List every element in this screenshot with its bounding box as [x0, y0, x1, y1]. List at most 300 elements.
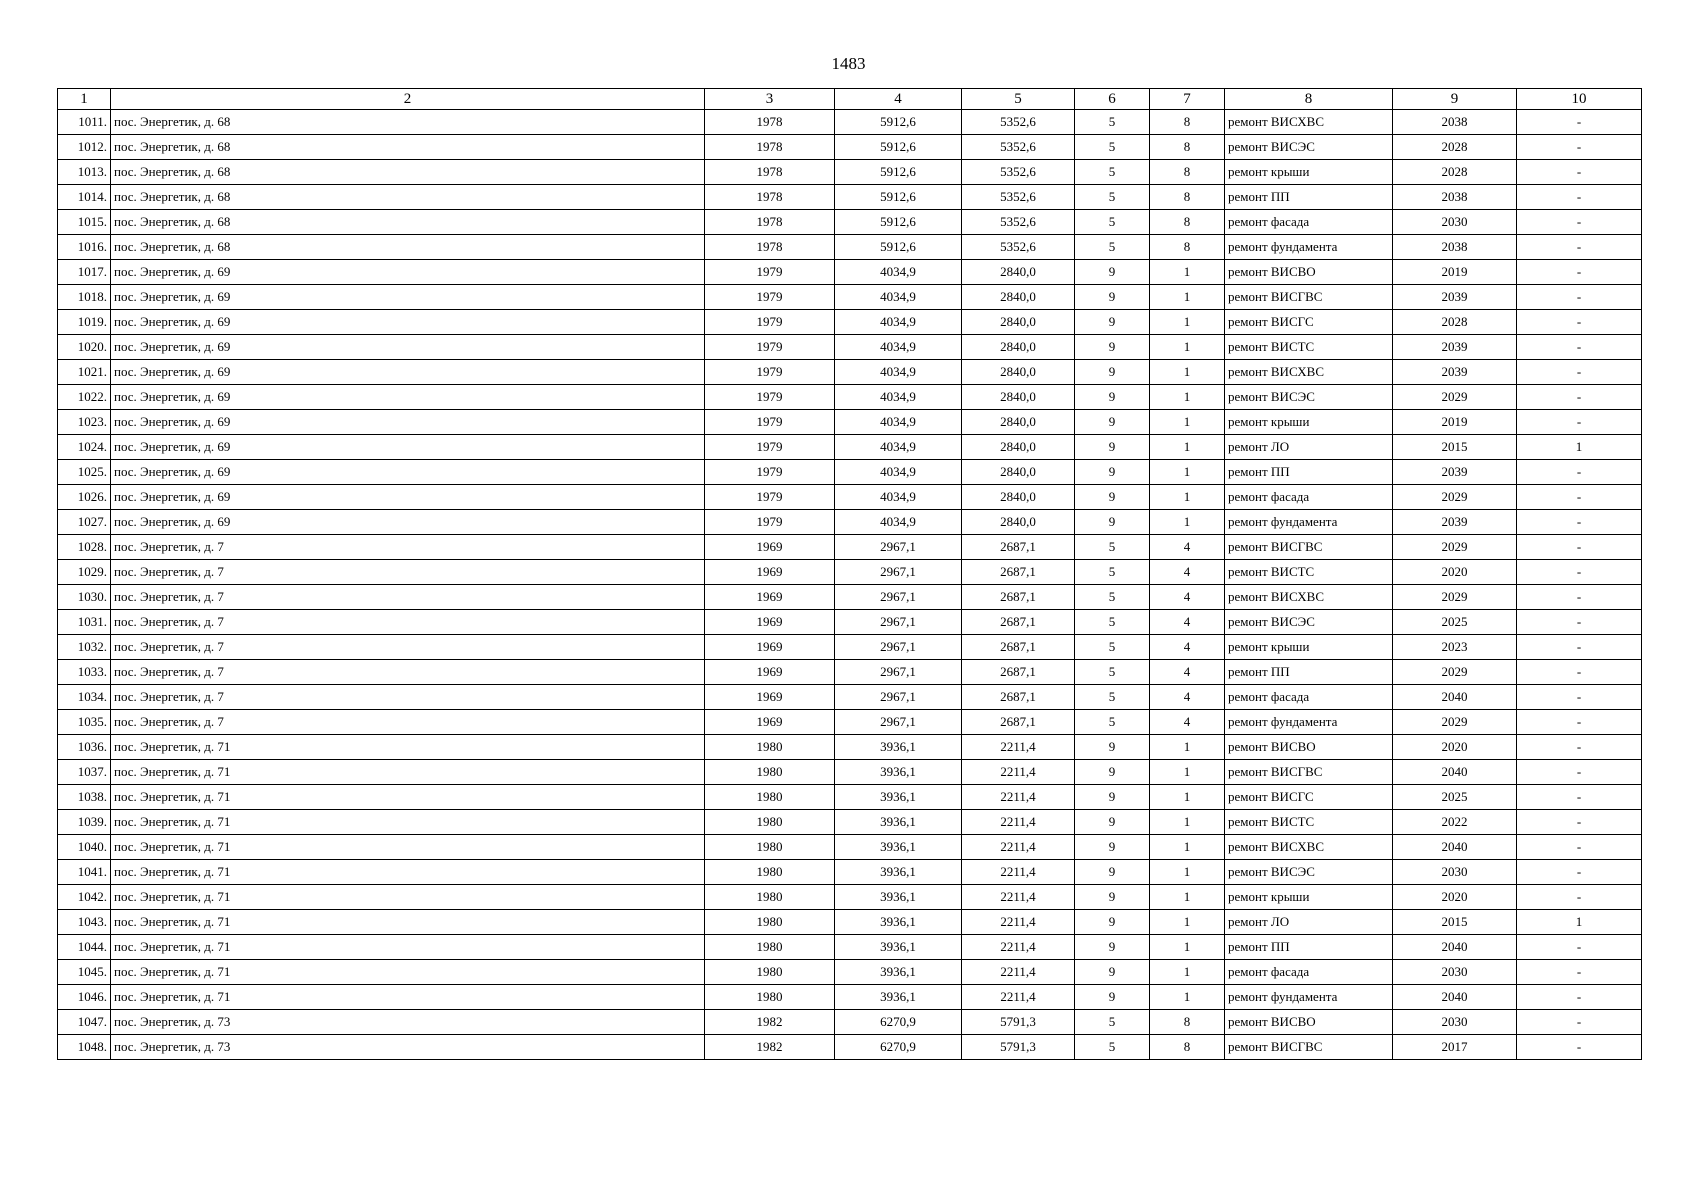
column-header-5: 5 — [962, 89, 1075, 110]
work-type-cell: ремонт ВИСГВС — [1225, 760, 1393, 785]
planned-year-cell: 2039 — [1393, 285, 1517, 310]
living-area-cell: 2840,0 — [962, 410, 1075, 435]
address-cell: пос. Энергетик, д. 7 — [111, 660, 705, 685]
table-row — [58, 760, 1642, 785]
column-10-cell: 1 — [1517, 435, 1642, 460]
work-type-cell: ремонт ПП — [1225, 935, 1393, 960]
total-area-cell: 5912,6 — [835, 210, 962, 235]
total-area-cell: 5912,6 — [835, 235, 962, 260]
total-area-cell: 3936,1 — [835, 835, 962, 860]
column-10-cell: - — [1517, 710, 1642, 735]
living-area-cell: 5352,6 — [962, 110, 1075, 135]
total-area-cell: 3936,1 — [835, 985, 962, 1010]
floors-cell: 9 — [1075, 735, 1150, 760]
planned-year-cell: 2039 — [1393, 335, 1517, 360]
table-row — [58, 710, 1642, 735]
work-type-cell: ремонт фасада — [1225, 960, 1393, 985]
floors-cell: 9 — [1075, 760, 1150, 785]
column-10-cell: - — [1517, 360, 1642, 385]
total-area-cell: 3936,1 — [835, 735, 962, 760]
living-area-cell: 2211,4 — [962, 960, 1075, 985]
entrances-cell: 1 — [1150, 310, 1225, 335]
entrances-cell: 8 — [1150, 110, 1225, 135]
floors-cell: 5 — [1075, 110, 1150, 135]
address-cell: пос. Энергетик, д. 69 — [111, 385, 705, 410]
living-area-cell: 2840,0 — [962, 360, 1075, 385]
address-cell: пос. Энергетик, д. 69 — [111, 435, 705, 460]
total-area-cell: 4034,9 — [835, 410, 962, 435]
column-header-2: 2 — [111, 89, 705, 110]
row-number-cell: 1046. — [58, 985, 111, 1010]
living-area-cell: 2840,0 — [962, 460, 1075, 485]
work-type-cell: ремонт ВИСХВС — [1225, 835, 1393, 860]
planned-year-cell: 2029 — [1393, 585, 1517, 610]
column-10-cell: - — [1517, 1035, 1642, 1060]
work-type-cell: ремонт фундамента — [1225, 510, 1393, 535]
total-area-cell: 4034,9 — [835, 485, 962, 510]
total-area-cell: 4034,9 — [835, 260, 962, 285]
living-area-cell: 2840,0 — [962, 260, 1075, 285]
row-number-cell: 1020. — [58, 335, 111, 360]
living-area-cell: 5352,6 — [962, 235, 1075, 260]
address-cell: пос. Энергетик, д. 69 — [111, 510, 705, 535]
column-10-cell: - — [1517, 485, 1642, 510]
floors-cell: 9 — [1075, 935, 1150, 960]
year-built-cell: 1978 — [705, 210, 835, 235]
year-built-cell: 1980 — [705, 960, 835, 985]
column-10-cell: - — [1517, 110, 1642, 135]
planned-year-cell: 2039 — [1393, 360, 1517, 385]
row-number-cell: 1018. — [58, 285, 111, 310]
table-header — [58, 89, 1642, 110]
year-built-cell: 1980 — [705, 860, 835, 885]
row-number-cell: 1045. — [58, 960, 111, 985]
address-cell: пос. Энергетик, д. 69 — [111, 485, 705, 510]
address-cell: пос. Энергетик, д. 71 — [111, 860, 705, 885]
column-header-6: 6 — [1075, 89, 1150, 110]
year-built-cell: 1980 — [705, 835, 835, 860]
entrances-cell: 8 — [1150, 1010, 1225, 1035]
work-type-cell: ремонт ВИСХВС — [1225, 585, 1393, 610]
address-cell: пос. Энергетик, д. 69 — [111, 360, 705, 385]
entrances-cell: 1 — [1150, 835, 1225, 860]
floors-cell: 9 — [1075, 835, 1150, 860]
entrances-cell: 8 — [1150, 235, 1225, 260]
floors-cell: 9 — [1075, 385, 1150, 410]
year-built-cell: 1979 — [705, 335, 835, 360]
row-number-cell: 1030. — [58, 585, 111, 610]
work-type-cell: ремонт ВИСГВС — [1225, 1035, 1393, 1060]
work-type-cell: ремонт фундамента — [1225, 710, 1393, 735]
table-row — [58, 1010, 1642, 1035]
row-number-cell: 1035. — [58, 710, 111, 735]
work-type-cell: ремонт ВИСЭС — [1225, 610, 1393, 635]
floors-cell: 9 — [1075, 885, 1150, 910]
living-area-cell: 2211,4 — [962, 835, 1075, 860]
column-10-cell: - — [1517, 935, 1642, 960]
table-row — [58, 785, 1642, 810]
column-10-cell: - — [1517, 835, 1642, 860]
table-row — [58, 135, 1642, 160]
floors-cell: 5 — [1075, 560, 1150, 585]
planned-year-cell: 2039 — [1393, 460, 1517, 485]
living-area-cell: 2211,4 — [962, 860, 1075, 885]
row-number-cell: 1013. — [58, 160, 111, 185]
table-row — [58, 585, 1642, 610]
year-built-cell: 1980 — [705, 810, 835, 835]
row-number-cell: 1014. — [58, 185, 111, 210]
entrances-cell: 1 — [1150, 735, 1225, 760]
table-row — [58, 235, 1642, 260]
row-number-cell: 1011. — [58, 110, 111, 135]
floors-cell: 9 — [1075, 810, 1150, 835]
column-10-cell: - — [1517, 810, 1642, 835]
address-cell: пос. Энергетик, д. 71 — [111, 960, 705, 985]
entrances-cell: 1 — [1150, 785, 1225, 810]
entrances-cell: 1 — [1150, 260, 1225, 285]
entrances-cell: 1 — [1150, 460, 1225, 485]
table-row — [58, 210, 1642, 235]
address-cell: пос. Энергетик, д. 69 — [111, 310, 705, 335]
planned-year-cell: 2030 — [1393, 960, 1517, 985]
table-row — [58, 860, 1642, 885]
column-10-cell: - — [1517, 385, 1642, 410]
planned-year-cell: 2029 — [1393, 660, 1517, 685]
floors-cell: 5 — [1075, 535, 1150, 560]
table-row — [58, 535, 1642, 560]
year-built-cell: 1980 — [705, 985, 835, 1010]
column-10-cell: - — [1517, 210, 1642, 235]
row-number-cell: 1027. — [58, 510, 111, 535]
floors-cell: 9 — [1075, 485, 1150, 510]
address-cell: пос. Энергетик, д. 71 — [111, 885, 705, 910]
table-row — [58, 385, 1642, 410]
total-area-cell: 4034,9 — [835, 460, 962, 485]
row-number-cell: 1044. — [58, 935, 111, 960]
address-cell: пос. Энергетик, д. 7 — [111, 685, 705, 710]
year-built-cell: 1969 — [705, 635, 835, 660]
living-area-cell: 2687,1 — [962, 585, 1075, 610]
living-area-cell: 2687,1 — [962, 710, 1075, 735]
column-10-cell: - — [1517, 635, 1642, 660]
address-cell: пос. Энергетик, д. 71 — [111, 810, 705, 835]
floors-cell: 5 — [1075, 685, 1150, 710]
living-area-cell: 2840,0 — [962, 310, 1075, 335]
table-row — [58, 960, 1642, 985]
planned-year-cell: 2029 — [1393, 535, 1517, 560]
work-type-cell: ремонт ВИСХВС — [1225, 360, 1393, 385]
total-area-cell: 3936,1 — [835, 885, 962, 910]
row-number-cell: 1047. — [58, 1010, 111, 1035]
table-row — [58, 485, 1642, 510]
planned-year-cell: 2040 — [1393, 985, 1517, 1010]
work-type-cell: ремонт ПП — [1225, 660, 1393, 685]
living-area-cell: 5352,6 — [962, 185, 1075, 210]
floors-cell: 5 — [1075, 235, 1150, 260]
total-area-cell: 3936,1 — [835, 935, 962, 960]
entrances-cell: 4 — [1150, 635, 1225, 660]
planned-year-cell: 2038 — [1393, 110, 1517, 135]
floors-cell: 5 — [1075, 610, 1150, 635]
planned-year-cell: 2020 — [1393, 735, 1517, 760]
column-10-cell: - — [1517, 785, 1642, 810]
table-row — [58, 460, 1642, 485]
planned-year-cell: 2030 — [1393, 1010, 1517, 1035]
living-area-cell: 2211,4 — [962, 910, 1075, 935]
total-area-cell: 5912,6 — [835, 185, 962, 210]
table-row — [58, 410, 1642, 435]
row-number-cell: 1012. — [58, 135, 111, 160]
floors-cell: 9 — [1075, 460, 1150, 485]
entrances-cell: 4 — [1150, 610, 1225, 635]
entrances-cell: 1 — [1150, 360, 1225, 385]
entrances-cell: 8 — [1150, 135, 1225, 160]
total-area-cell: 3936,1 — [835, 960, 962, 985]
column-10-cell: 1 — [1517, 910, 1642, 935]
work-type-cell: ремонт ВИСЭС — [1225, 860, 1393, 885]
work-type-cell: ремонт ВИСЭС — [1225, 385, 1393, 410]
living-area-cell: 2840,0 — [962, 435, 1075, 460]
work-type-cell: ремонт ПП — [1225, 185, 1393, 210]
planned-year-cell: 2040 — [1393, 760, 1517, 785]
entrances-cell: 1 — [1150, 960, 1225, 985]
column-header-8: 8 — [1225, 89, 1393, 110]
address-cell: пос. Энергетик, д. 68 — [111, 235, 705, 260]
work-type-cell: ремонт фундамента — [1225, 985, 1393, 1010]
address-cell: пос. Энергетик, д. 73 — [111, 1035, 705, 1060]
row-number-cell: 1032. — [58, 635, 111, 660]
column-10-cell: - — [1517, 960, 1642, 985]
column-10-cell: - — [1517, 885, 1642, 910]
column-10-cell: - — [1517, 760, 1642, 785]
floors-cell: 9 — [1075, 435, 1150, 460]
column-10-cell: - — [1517, 285, 1642, 310]
row-number-cell: 1023. — [58, 410, 111, 435]
living-area-cell: 2211,4 — [962, 885, 1075, 910]
column-10-cell: - — [1517, 860, 1642, 885]
column-10-cell: - — [1517, 535, 1642, 560]
entrances-cell: 1 — [1150, 285, 1225, 310]
total-area-cell: 6270,9 — [835, 1035, 962, 1060]
floors-cell: 5 — [1075, 660, 1150, 685]
table-row — [58, 685, 1642, 710]
row-number-cell: 1024. — [58, 435, 111, 460]
year-built-cell: 1969 — [705, 585, 835, 610]
living-area-cell: 2840,0 — [962, 485, 1075, 510]
total-area-cell: 6270,9 — [835, 1010, 962, 1035]
work-type-cell: ремонт ПП — [1225, 460, 1393, 485]
year-built-cell: 1969 — [705, 560, 835, 585]
table-row — [58, 310, 1642, 335]
floors-cell: 5 — [1075, 585, 1150, 610]
entrances-cell: 1 — [1150, 985, 1225, 1010]
row-number-cell: 1034. — [58, 685, 111, 710]
planned-year-cell: 2039 — [1393, 510, 1517, 535]
column-10-cell: - — [1517, 160, 1642, 185]
address-cell: пос. Энергетик, д. 71 — [111, 735, 705, 760]
row-number-cell: 1021. — [58, 360, 111, 385]
table-row — [58, 335, 1642, 360]
year-built-cell: 1979 — [705, 460, 835, 485]
row-number-cell: 1031. — [58, 610, 111, 635]
entrances-cell: 1 — [1150, 860, 1225, 885]
floors-cell: 9 — [1075, 960, 1150, 985]
column-10-cell: - — [1517, 135, 1642, 160]
entrances-cell: 4 — [1150, 535, 1225, 560]
page-number: 1483 — [831, 54, 866, 73]
entrances-cell: 4 — [1150, 660, 1225, 685]
column-10-cell: - — [1517, 185, 1642, 210]
address-cell: пос. Энергетик, д. 68 — [111, 160, 705, 185]
floors-cell: 9 — [1075, 985, 1150, 1010]
address-cell: пос. Энергетик, д. 73 — [111, 1010, 705, 1035]
floors-cell: 9 — [1075, 310, 1150, 335]
work-type-cell: ремонт ВИСГВС — [1225, 285, 1393, 310]
total-area-cell: 4034,9 — [835, 310, 962, 335]
living-area-cell: 2840,0 — [962, 335, 1075, 360]
planned-year-cell: 2030 — [1393, 860, 1517, 885]
column-10-cell: - — [1517, 735, 1642, 760]
row-number-cell: 1038. — [58, 785, 111, 810]
living-area-cell: 2211,4 — [962, 985, 1075, 1010]
entrances-cell: 1 — [1150, 910, 1225, 935]
year-built-cell: 1980 — [705, 760, 835, 785]
work-type-cell: ремонт ВИСТС — [1225, 560, 1393, 585]
floors-cell: 9 — [1075, 260, 1150, 285]
year-built-cell: 1980 — [705, 785, 835, 810]
total-area-cell: 5912,6 — [835, 110, 962, 135]
table-row — [58, 635, 1642, 660]
data-table — [57, 88, 1642, 1060]
entrances-cell: 8 — [1150, 160, 1225, 185]
address-cell: пос. Энергетик, д. 71 — [111, 785, 705, 810]
living-area-cell: 5791,3 — [962, 1035, 1075, 1060]
planned-year-cell: 2029 — [1393, 710, 1517, 735]
year-built-cell: 1979 — [705, 485, 835, 510]
living-area-cell: 2840,0 — [962, 510, 1075, 535]
row-number-cell: 1017. — [58, 260, 111, 285]
planned-year-cell: 2040 — [1393, 685, 1517, 710]
column-10-cell: - — [1517, 660, 1642, 685]
planned-year-cell: 2023 — [1393, 635, 1517, 660]
floors-cell: 5 — [1075, 635, 1150, 660]
year-built-cell: 1978 — [705, 110, 835, 135]
total-area-cell: 3936,1 — [835, 910, 962, 935]
floors-cell: 5 — [1075, 185, 1150, 210]
floors-cell: 9 — [1075, 510, 1150, 535]
column-10-cell: - — [1517, 235, 1642, 260]
year-built-cell: 1979 — [705, 385, 835, 410]
total-area-cell: 2967,1 — [835, 560, 962, 585]
address-cell: пос. Энергетик, д. 7 — [111, 535, 705, 560]
entrances-cell: 1 — [1150, 760, 1225, 785]
work-type-cell: ремонт ВИСТС — [1225, 810, 1393, 835]
row-number-cell: 1022. — [58, 385, 111, 410]
work-type-cell: ремонт фасада — [1225, 485, 1393, 510]
living-area-cell: 5352,6 — [962, 160, 1075, 185]
year-built-cell: 1979 — [705, 360, 835, 385]
column-header-1: 1 — [58, 89, 111, 110]
entrances-cell: 1 — [1150, 410, 1225, 435]
year-built-cell: 1979 — [705, 435, 835, 460]
work-type-cell: ремонт крыши — [1225, 885, 1393, 910]
address-cell: пос. Энергетик, д. 71 — [111, 985, 705, 1010]
address-cell: пос. Энергетик, д. 68 — [111, 135, 705, 160]
planned-year-cell: 2020 — [1393, 885, 1517, 910]
table-row — [58, 885, 1642, 910]
table-row — [58, 1035, 1642, 1060]
address-cell: пос. Энергетик, д. 71 — [111, 935, 705, 960]
table-row — [58, 510, 1642, 535]
entrances-cell: 1 — [1150, 810, 1225, 835]
row-number-cell: 1033. — [58, 660, 111, 685]
total-area-cell: 2967,1 — [835, 660, 962, 685]
table-row — [58, 985, 1642, 1010]
table-row — [58, 810, 1642, 835]
living-area-cell: 2687,1 — [962, 535, 1075, 560]
address-cell: пос. Энергетик, д. 7 — [111, 560, 705, 585]
planned-year-cell: 2022 — [1393, 810, 1517, 835]
work-type-cell: ремонт ЛО — [1225, 910, 1393, 935]
work-type-cell: ремонт ЛО — [1225, 435, 1393, 460]
address-cell: пос. Энергетик, д. 69 — [111, 335, 705, 360]
table-row — [58, 160, 1642, 185]
row-number-cell: 1026. — [58, 485, 111, 510]
living-area-cell: 2211,4 — [962, 785, 1075, 810]
work-type-cell: ремонт ВИСВО — [1225, 735, 1393, 760]
year-built-cell: 1969 — [705, 710, 835, 735]
year-built-cell: 1978 — [705, 185, 835, 210]
address-cell: пос. Энергетик, д. 71 — [111, 760, 705, 785]
floors-cell: 5 — [1075, 210, 1150, 235]
row-number-cell: 1039. — [58, 810, 111, 835]
total-area-cell: 2967,1 — [835, 710, 962, 735]
planned-year-cell: 2015 — [1393, 435, 1517, 460]
planned-year-cell: 2028 — [1393, 310, 1517, 335]
year-built-cell: 1982 — [705, 1010, 835, 1035]
total-area-cell: 4034,9 — [835, 360, 962, 385]
floors-cell: 9 — [1075, 285, 1150, 310]
column-10-cell: - — [1517, 510, 1642, 535]
entrances-cell: 8 — [1150, 210, 1225, 235]
table-body — [58, 110, 1642, 1060]
work-type-cell: ремонт ВИСВО — [1225, 1010, 1393, 1035]
column-10-cell: - — [1517, 585, 1642, 610]
year-built-cell: 1979 — [705, 410, 835, 435]
year-built-cell: 1979 — [705, 310, 835, 335]
work-type-cell: ремонт крыши — [1225, 410, 1393, 435]
year-built-cell: 1978 — [705, 235, 835, 260]
work-type-cell: ремонт ВИСГС — [1225, 785, 1393, 810]
address-cell: пос. Энергетик, д. 68 — [111, 185, 705, 210]
table-row — [58, 185, 1642, 210]
address-cell: пос. Энергетик, д. 69 — [111, 410, 705, 435]
table-row — [58, 260, 1642, 285]
floors-cell: 9 — [1075, 335, 1150, 360]
column-header-4: 4 — [835, 89, 962, 110]
floors-cell: 5 — [1075, 160, 1150, 185]
column-header-3: 3 — [705, 89, 835, 110]
row-number-cell: 1048. — [58, 1035, 111, 1060]
column-10-cell: - — [1517, 335, 1642, 360]
living-area-cell: 5791,3 — [962, 1010, 1075, 1035]
living-area-cell: 2687,1 — [962, 635, 1075, 660]
work-type-cell: ремонт ВИСГВС — [1225, 535, 1393, 560]
floors-cell: 9 — [1075, 910, 1150, 935]
planned-year-cell: 2030 — [1393, 210, 1517, 235]
entrances-cell: 1 — [1150, 385, 1225, 410]
year-built-cell: 1969 — [705, 685, 835, 710]
